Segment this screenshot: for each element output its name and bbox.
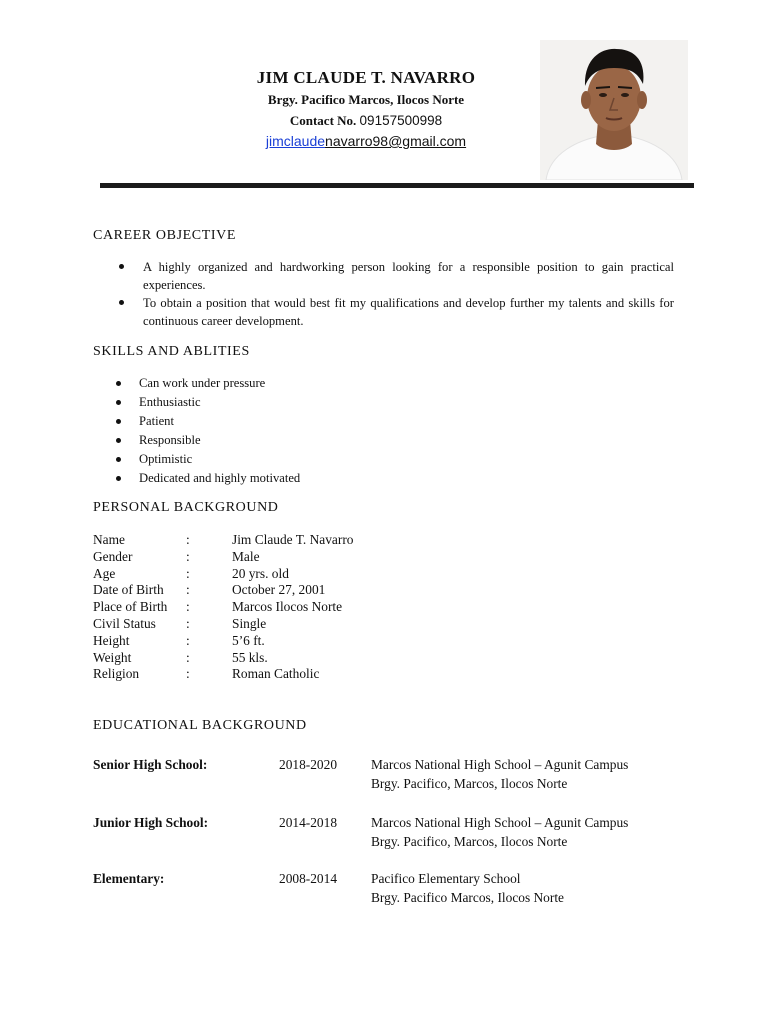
list-item [0, 294, 674, 330]
bullet-icon [116, 400, 121, 405]
list-item [0, 412, 300, 431]
field-label: Civil Status [93, 615, 156, 631]
career-objective-title: CAREER OBJECTIVE [93, 228, 236, 243]
education-school [371, 755, 628, 793]
field-colon: : [186, 582, 190, 598]
field-colon: : [186, 565, 190, 581]
field-value: Single [232, 615, 267, 631]
field-value: 5’6 ft. [232, 632, 265, 648]
field-label: Age [93, 565, 116, 581]
list-item-text: Patient [139, 414, 174, 428]
list-item-text: To obtain a position that would best fit my qualifications and develop further my talents and skills for continuous career development. [143, 296, 674, 328]
education-school [371, 869, 564, 907]
field-value: Marcos Ilocos Norte [232, 599, 343, 615]
applicant-photo [540, 40, 688, 180]
school-address: Brgy. Pacifico, Marcos, Ilocos Norte [371, 776, 568, 791]
contact-number: 09157500998 [359, 113, 443, 128]
applicant-contact [200, 113, 532, 129]
list-item-text: Dedicated and highly motivated [139, 471, 301, 485]
education-level: Senior High School: [93, 757, 208, 772]
education-years: 2018-2020 [279, 757, 338, 772]
header-divider [100, 183, 694, 188]
field-colon: : [186, 666, 190, 682]
list-item [0, 393, 300, 412]
field-label: Weight [93, 649, 132, 665]
applicant-address: Brgy. Pacifico Marcos, Ilocos Norte [267, 92, 465, 107]
bullet-icon [119, 264, 124, 269]
bullet-icon [116, 438, 121, 443]
resume-header [200, 68, 532, 149]
field-value: Roman Catholic [232, 666, 320, 682]
school-name: Marcos National High School – Agunit Campus [371, 815, 629, 830]
list-item [0, 450, 300, 469]
list-item-text: Optimistic [139, 452, 193, 466]
list-item-text: Responsible [139, 433, 201, 447]
field-label: Place of Birth [93, 599, 168, 615]
education-school [371, 813, 628, 851]
field-value: Jim Claude T. Navarro [232, 532, 354, 547]
field-colon: : [186, 632, 190, 648]
bullet-icon [116, 476, 121, 481]
school-name: Marcos National High School – Agunit Campus [371, 757, 629, 772]
applicant-photo-image [540, 40, 688, 180]
field-label: Date of Birth [93, 582, 164, 598]
contact-label: Contact No. [289, 113, 360, 128]
education-years: 2008-2014 [279, 871, 338, 886]
field-label: Religion [93, 666, 140, 682]
education-level: Junior High School: [93, 815, 209, 830]
email-link-part[interactable]: jimclaude [265, 133, 326, 149]
field-value: 20 yrs. old [232, 565, 289, 581]
bullet-icon [116, 381, 121, 386]
education-level: Elementary: [93, 871, 165, 886]
career-objective-list [0, 258, 674, 330]
school-address: Brgy. Pacifico, Marcos, Ilocos Norte [371, 834, 568, 849]
applicant-email[interactable] [200, 133, 532, 149]
field-colon: : [186, 649, 190, 665]
list-item-text: Enthusiastic [139, 395, 201, 409]
list-item [0, 431, 300, 450]
list-item [0, 469, 300, 488]
skills-title: SKILLS AND ABLITIES [93, 344, 250, 359]
applicant-name: JIM CLAUDE T. NAVARRO [256, 68, 476, 87]
bullet-icon [116, 457, 121, 462]
field-label: Gender [93, 548, 133, 564]
skills-list [0, 374, 300, 488]
school-name: Pacifico Elementary School [371, 871, 521, 886]
email-rest-part[interactable]: navarro98@gmail.com [325, 133, 467, 149]
field-value: Male [232, 548, 260, 564]
list-item-text: Can work under pressure [139, 376, 266, 390]
field-colon: : [186, 532, 190, 547]
field-label: Height [93, 632, 130, 648]
list-item [0, 258, 674, 294]
field-colon: : [186, 615, 190, 631]
educational-background-title: EDUCATIONAL BACKGROUND [93, 718, 307, 733]
bullet-icon [116, 419, 121, 424]
bullet-icon [119, 300, 124, 305]
field-colon: : [186, 599, 190, 615]
field-value: 55 kls. [232, 649, 268, 665]
field-colon: : [186, 548, 190, 564]
school-address: Brgy. Pacifico Marcos, Ilocos Norte [371, 890, 564, 905]
education-years: 2014-2018 [279, 815, 338, 830]
field-value: October 27, 2001 [232, 582, 326, 598]
list-item [0, 374, 300, 393]
field-label: Name [93, 532, 125, 547]
personal-background-title: PERSONAL BACKGROUND [93, 500, 279, 515]
list-item-text: A highly organized and hardworking person looking for a responsible position to gain practical experiences. [143, 260, 674, 292]
